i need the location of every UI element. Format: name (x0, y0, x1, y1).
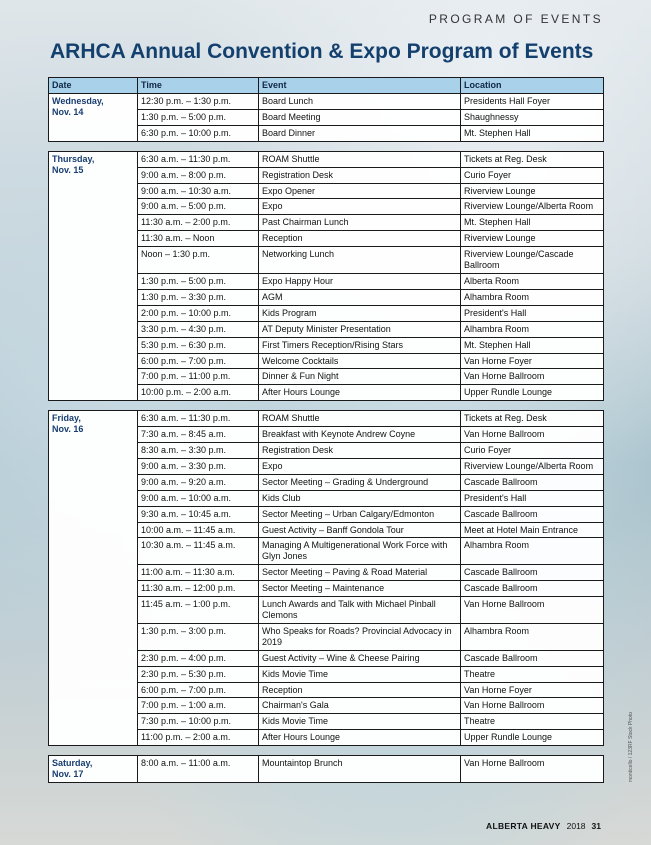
location-cell: Van Horne Ballroom (461, 369, 604, 385)
location-cell: Riverview Lounge (461, 183, 604, 199)
location-cell: Riverview Lounge/Alberta Room (461, 458, 604, 474)
day-separator (49, 401, 604, 411)
location-cell: President's Hall (461, 490, 604, 506)
event-cell: Sector Meeting – Grading & Underground (259, 474, 461, 490)
location-cell: Van Horne Ballroom (461, 698, 604, 714)
location-cell: Presidents Hall Foyer (461, 94, 604, 110)
location-cell: Riverview Lounge/Alberta Room (461, 199, 604, 215)
location-cell: Upper Rundle Lounge (461, 385, 604, 401)
day-separator (49, 746, 604, 756)
event-cell: Guest Activity – Banff Gondola Tour (259, 522, 461, 538)
event-cell: Expo Happy Hour (259, 273, 461, 289)
location-cell: Theatre (461, 666, 604, 682)
time-cell: 9:00 a.m. – 10:00 a.m. (138, 490, 259, 506)
event-cell: Guest Activity – Wine & Cheese Pairing (259, 650, 461, 666)
time-cell: 7:30 p.m. – 10:00 p.m. (138, 714, 259, 730)
time-cell: 9:00 a.m. – 5:00 p.m. (138, 199, 259, 215)
event-cell: Sector Meeting – Paving & Road Material (259, 565, 461, 581)
time-cell: 7:30 a.m. – 8:45 a.m. (138, 427, 259, 443)
time-cell: 12:30 p.m. – 1:30 p.m. (138, 94, 259, 110)
event-cell: Mountaintop Brunch (259, 756, 461, 783)
event-cell: Kids Club (259, 490, 461, 506)
time-cell: 6:30 a.m. – 11:30 p.m. (138, 411, 259, 427)
day-cell (49, 94, 138, 142)
event-cell: Registration Desk (259, 443, 461, 459)
time-cell: 7:00 p.m. – 1:00 a.m. (138, 698, 259, 714)
location-cell: Cascade Ballroom (461, 474, 604, 490)
time-cell: 6:30 a.m. – 11:30 p.m. (138, 151, 259, 167)
day-cell (49, 151, 138, 401)
time-cell: 9:00 a.m. – 10:30 a.m. (138, 183, 259, 199)
location-cell: Riverview Lounge (461, 231, 604, 247)
location-cell: Mt. Stephen Hall (461, 337, 604, 353)
day-label: Saturday, (52, 758, 93, 769)
time-cell: 1:30 p.m. – 3:00 p.m. (138, 623, 259, 650)
event-cell: Reception (259, 231, 461, 247)
separator-cell (49, 401, 604, 411)
location-cell: Tickets at Reg. Desk (461, 151, 604, 167)
table-row (49, 756, 604, 783)
event-cell: Sector Meeting – Maintenance (259, 581, 461, 597)
day-label: Nov. 14 (52, 106, 84, 117)
location-cell: Alhambra Room (461, 538, 604, 565)
location-cell: Cascade Ballroom (461, 506, 604, 522)
time-cell: 5:30 p.m. – 6:30 p.m. (138, 337, 259, 353)
event-cell: Chairman's Gala (259, 698, 461, 714)
magazine-name: ALBERTA HEAVY (486, 821, 561, 831)
event-cell: Dinner & Fun Night (259, 369, 461, 385)
location-cell: Van Horne Ballroom (461, 756, 604, 783)
event-cell: Lunch Awards and Talk with Michael Pinball Clemons (259, 597, 461, 624)
time-cell: 9:00 a.m. – 8:00 p.m. (138, 167, 259, 183)
day-cell (49, 756, 138, 783)
time-cell: 11:00 p.m. – 2:00 a.m. (138, 730, 259, 746)
location-cell: Cascade Ballroom (461, 565, 604, 581)
location-cell: Shaughnessy (461, 109, 604, 125)
time-cell: 2:30 p.m. – 4:00 p.m. (138, 650, 259, 666)
page-footer (486, 821, 601, 831)
issue-year: 2018 (566, 821, 586, 831)
schedule-table (48, 77, 604, 783)
location-cell: Alhambra Room (461, 623, 604, 650)
time-cell: 8:00 a.m. – 11:00 a.m. (138, 756, 259, 783)
day-label: Nov. 15 (52, 164, 84, 175)
location-cell: Van Horne Ballroom (461, 597, 604, 624)
page-title: ARHCA Annual Convention & Expo Program of Events (50, 40, 594, 63)
schedule-body (49, 94, 604, 783)
column-header-location: Location (461, 78, 604, 94)
location-cell: Van Horne Ballroom (461, 427, 604, 443)
day-label: Nov. 17 (52, 769, 84, 780)
time-cell: 11:30 a.m. – 2:00 p.m. (138, 215, 259, 231)
time-cell: 11:45 a.m. – 1:00 p.m. (138, 597, 259, 624)
event-cell: Board Dinner (259, 125, 461, 141)
time-cell: 3:30 p.m. – 4:30 p.m. (138, 321, 259, 337)
location-cell: Cascade Ballroom (461, 581, 604, 597)
time-cell: 9:30 a.m. – 10:45 a.m. (138, 506, 259, 522)
location-cell: Alhambra Room (461, 289, 604, 305)
location-cell: Meet at Hotel Main Entrance (461, 522, 604, 538)
event-cell: Kids Program (259, 305, 461, 321)
time-cell: 1:30 p.m. – 5:00 p.m. (138, 273, 259, 289)
event-cell: Board Lunch (259, 94, 461, 110)
day-cell (49, 411, 138, 746)
event-cell: AGM (259, 289, 461, 305)
event-cell: Breakfast with Keynote Andrew Coyne (259, 427, 461, 443)
time-cell: 10:00 p.m. – 2:00 a.m. (138, 385, 259, 401)
time-cell: 7:00 p.m. – 11:00 p.m. (138, 369, 259, 385)
location-cell: Riverview Lounge/Cascade Ballroom (461, 247, 604, 274)
location-cell: Alhambra Room (461, 321, 604, 337)
day-separator (49, 141, 604, 151)
location-cell: Van Horne Foyer (461, 353, 604, 369)
page-number: 31 (591, 821, 601, 831)
event-cell: Kids Movie Time (259, 666, 461, 682)
table-row (49, 94, 604, 110)
event-cell: Past Chairman Lunch (259, 215, 461, 231)
section-header: PROGRAM OF EVENTS (428, 12, 603, 26)
location-cell: Tickets at Reg. Desk (461, 411, 604, 427)
day-label: Wednesday, (52, 96, 104, 106)
time-cell: 11:30 a.m. – 12:00 p.m. (138, 581, 259, 597)
location-cell: Theatre (461, 714, 604, 730)
location-cell: Curio Foyer (461, 167, 604, 183)
event-cell: Registration Desk (259, 167, 461, 183)
time-cell: 11:00 a.m. – 11:30 a.m. (138, 565, 259, 581)
time-cell: 8:30 a.m. – 3:30 p.m. (138, 443, 259, 459)
column-header-event: Event (259, 78, 461, 94)
event-cell: Expo Opener (259, 183, 461, 199)
column-header-time: Time (138, 78, 259, 94)
time-cell: 6:00 p.m. – 7:00 p.m. (138, 353, 259, 369)
time-cell: 2:30 p.m. – 5:30 p.m. (138, 666, 259, 682)
event-cell: Reception (259, 682, 461, 698)
location-cell: Mt. Stephen Hall (461, 125, 604, 141)
event-cell: First Timers Reception/Rising Stars (259, 337, 461, 353)
table-row (49, 411, 604, 427)
event-cell: ROAM Shuttle (259, 151, 461, 167)
time-cell: 2:00 p.m. – 10:00 p.m. (138, 305, 259, 321)
time-cell: 1:30 p.m. – 3:30 p.m. (138, 289, 259, 305)
event-cell: Board Meeting (259, 109, 461, 125)
day-label: Nov. 16 (52, 424, 84, 435)
time-cell: 9:00 a.m. – 3:30 p.m. (138, 458, 259, 474)
location-cell: Curio Foyer (461, 443, 604, 459)
time-cell: 11:30 a.m. – Noon (138, 231, 259, 247)
separator-cell (49, 141, 604, 151)
event-cell: Networking Lunch (259, 247, 461, 274)
event-cell: Sector Meeting – Urban Calgary/Edmonton (259, 506, 461, 522)
event-cell: Welcome Cocktails (259, 353, 461, 369)
column-header-date: Date (49, 78, 138, 94)
event-cell: ROAM Shuttle (259, 411, 461, 427)
time-cell: 6:00 p.m. – 7:00 p.m. (138, 682, 259, 698)
location-cell: Van Horne Foyer (461, 682, 604, 698)
day-label: Thursday, (52, 153, 95, 164)
event-cell: After Hours Lounge (259, 730, 461, 746)
day-label: Friday, (52, 413, 81, 424)
time-cell: 6:30 p.m. – 10:00 p.m. (138, 125, 259, 141)
photo-credit: monticello / 123RF Stock Photo (628, 712, 634, 783)
event-cell: AT Deputy Minister Presentation (259, 321, 461, 337)
table-header-row (49, 78, 604, 94)
location-cell: Upper Rundle Lounge (461, 730, 604, 746)
table-row (49, 151, 604, 167)
location-cell: Alberta Room (461, 273, 604, 289)
time-cell: 10:30 a.m. – 11:45 a.m. (138, 538, 259, 565)
event-cell: Expo (259, 199, 461, 215)
time-cell: 1:30 p.m. – 5:00 p.m. (138, 109, 259, 125)
separator-cell (49, 746, 604, 756)
time-cell: 10:00 a.m. – 11:45 a.m. (138, 522, 259, 538)
event-cell: After Hours Lounge (259, 385, 461, 401)
time-cell: 9:00 a.m. – 9:20 a.m. (138, 474, 259, 490)
event-cell: Managing A Multigenerational Work Force with Glyn Jones (259, 538, 461, 565)
location-cell: Mt. Stephen Hall (461, 215, 604, 231)
event-cell: Kids Movie Time (259, 714, 461, 730)
time-cell: Noon – 1:30 p.m. (138, 247, 259, 274)
event-cell: Expo (259, 458, 461, 474)
location-cell: President's Hall (461, 305, 604, 321)
location-cell: Cascade Ballroom (461, 650, 604, 666)
event-cell: Who Speaks for Roads? Provincial Advocacy in 2019 (259, 623, 461, 650)
